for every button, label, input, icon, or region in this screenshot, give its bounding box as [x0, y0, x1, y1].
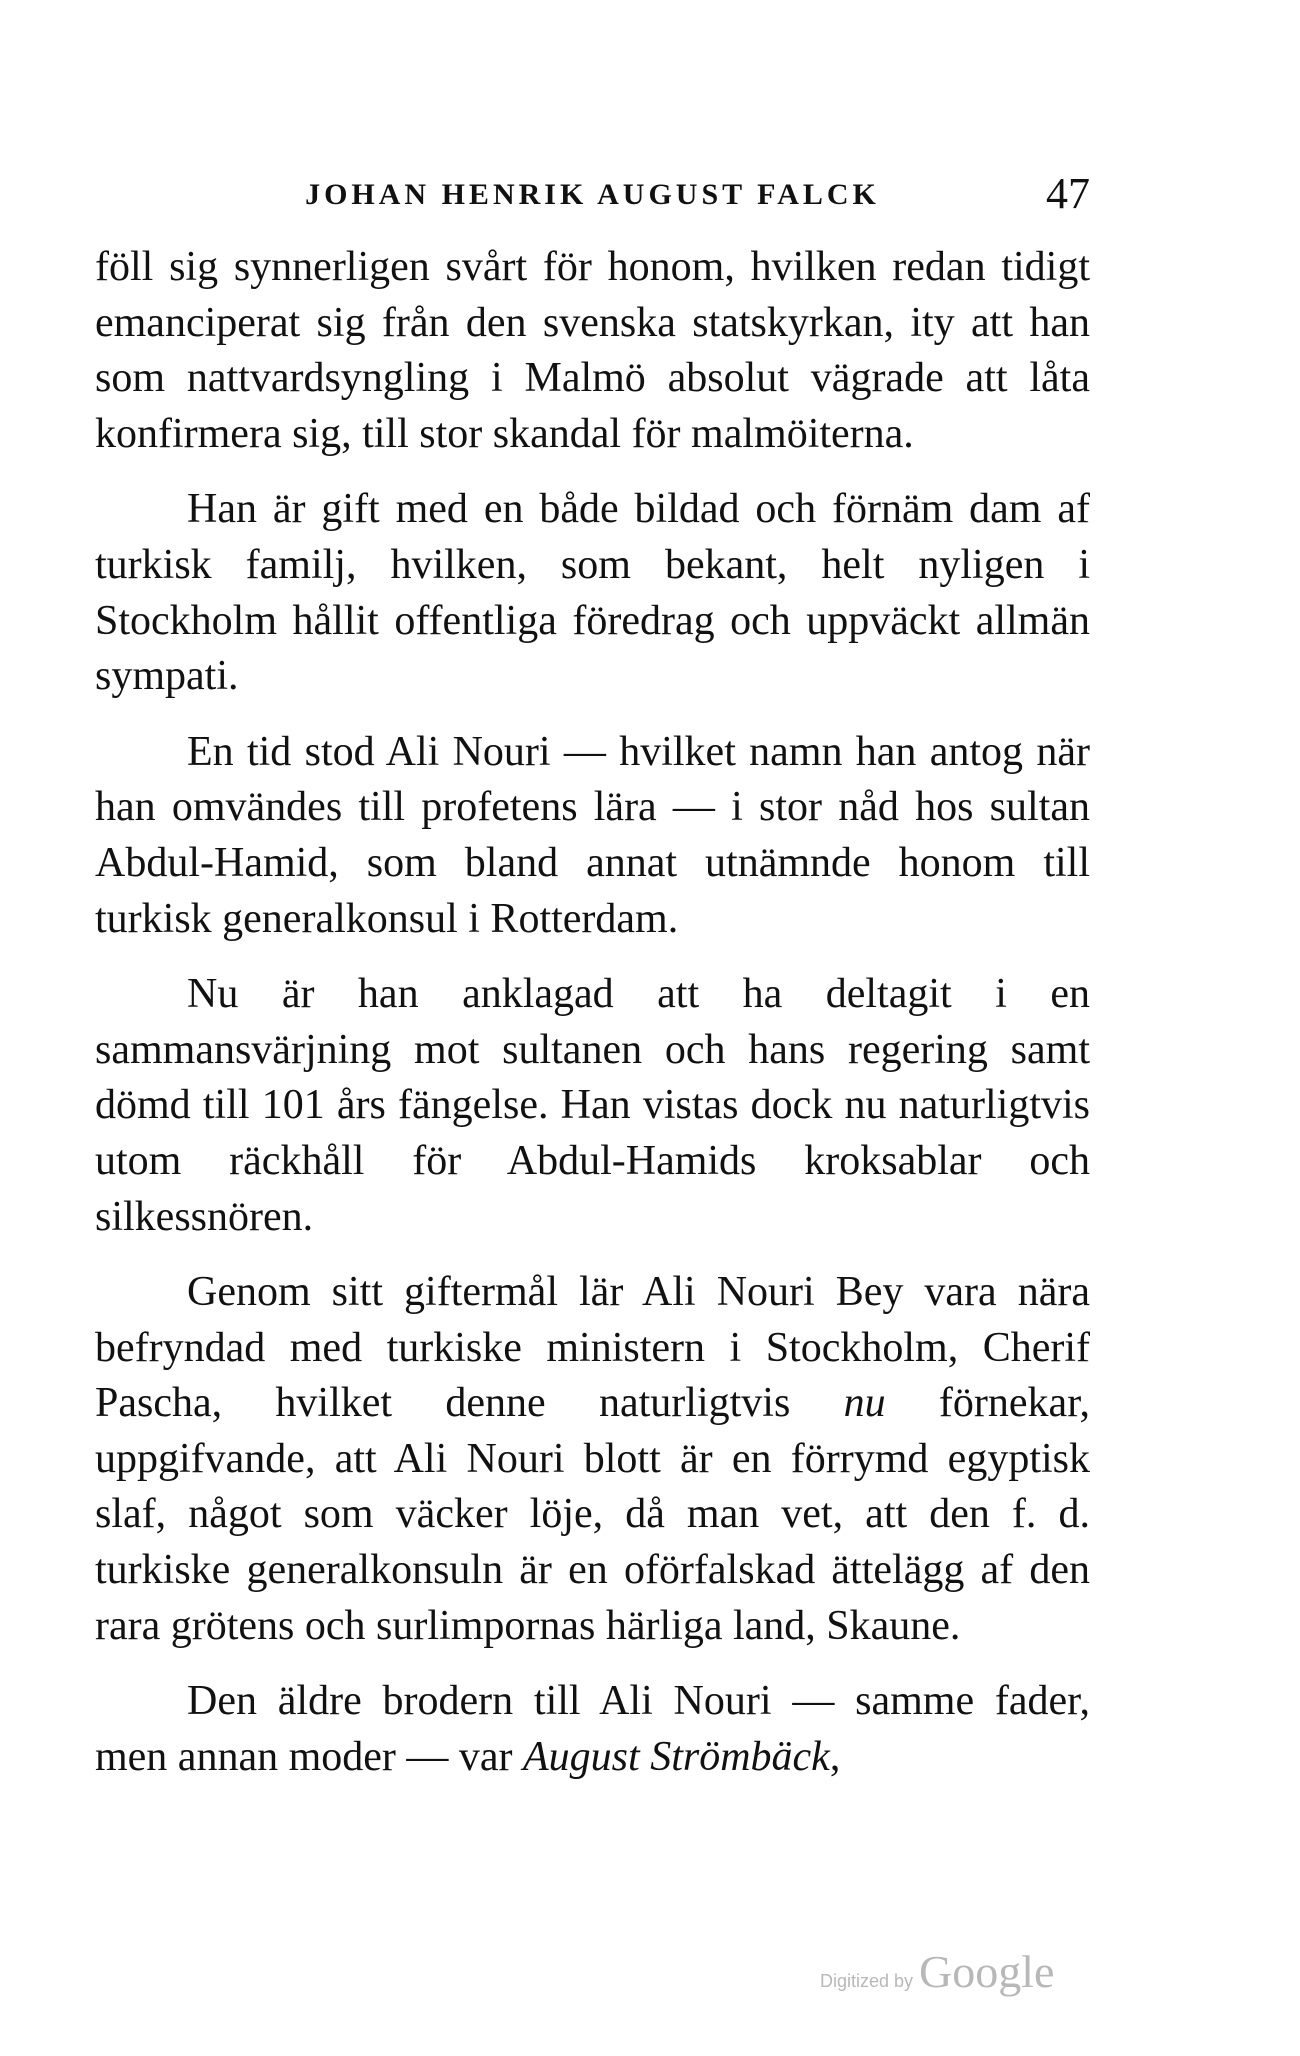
paragraph-6 — [95, 1674, 1090, 1785]
paragraph-2-text: Han är gift med en både bildad och förnäm dam af turkisk familj, hvilken, som bekant, helt nyligen i Stockholm hållit offentliga föredrag och uppväckt allmän sympati. — [95, 486, 1090, 700]
digitized-by-label: Digitized by — [820, 1971, 914, 1991]
paragraph-5-italic-nu: nu — [843, 1380, 886, 1427]
paragraph-1 — [95, 240, 1090, 462]
body-text — [95, 240, 1090, 1785]
paragraph-3-text: En tid stod Ali Nouri — hvilket namn han antog när han omvändes till profetens lära — i stor nåd hos sultan Abdul-Hamid, som bland annat utnämnde honom till turkisk generalkonsul i Rotterdam. — [95, 728, 1090, 942]
paragraph-4 — [95, 967, 1090, 1245]
paragraph-2 — [95, 482, 1090, 704]
page-number: 47 — [1046, 169, 1090, 218]
running-title: JOHAN HENRIK AUGUST FALCK — [305, 178, 880, 211]
paragraph-5 — [95, 1265, 1090, 1654]
paragraph-3 — [95, 725, 1090, 947]
digitized-watermark — [820, 1945, 1054, 2005]
paragraph-5-text-b: förnekar, uppgifvande, att Ali Nouri blott är en förrymd egyptisk slaf, något som väcker löje, då man vet, att den f. d. turkiske generalkonsuln är en oförfalskad ättelägg af den rara grötens och surlimpornas härliga land, Skaune. — [95, 1380, 1090, 1649]
paragraph-5-text-a: Genom sitt giftermål lär Ali Nouri Bey vara nära befryndad med turkiske ministern i Stockholm, Cherif Pascha, hvilket denne naturligtvis — [95, 1269, 1090, 1427]
paragraph-6-text-b: , — [829, 1733, 841, 1780]
page-header — [95, 168, 1090, 224]
paragraph-1-text: föll sig synnerligen svårt för honom, hvilken redan tidigt emanciperat sig från den svenska statskyrkan, ity att han som nattvardsyngling i Malmö absolut vägrade att låta konfirmera sig, till stor skandal för malmöiterna. — [95, 244, 1090, 457]
paragraph-6-italic-name: August Strömbäck — [523, 1733, 830, 1780]
paragraph-4-text: Nu är han anklagad att ha deltagit i en sammansvärjning mot sultanen och hans regering samt dömd till 101 års fängelse. Han vistas dock nu naturligtvis utom räckhåll för Abdul-Hamids kroksablar och silkessnören. — [95, 971, 1090, 1240]
google-logo: Google — [919, 1946, 1055, 1997]
paragraph-6-text-a: Den äldre brodern till Ali Nouri — samme fader, men annan moder — var — [95, 1678, 1090, 1780]
